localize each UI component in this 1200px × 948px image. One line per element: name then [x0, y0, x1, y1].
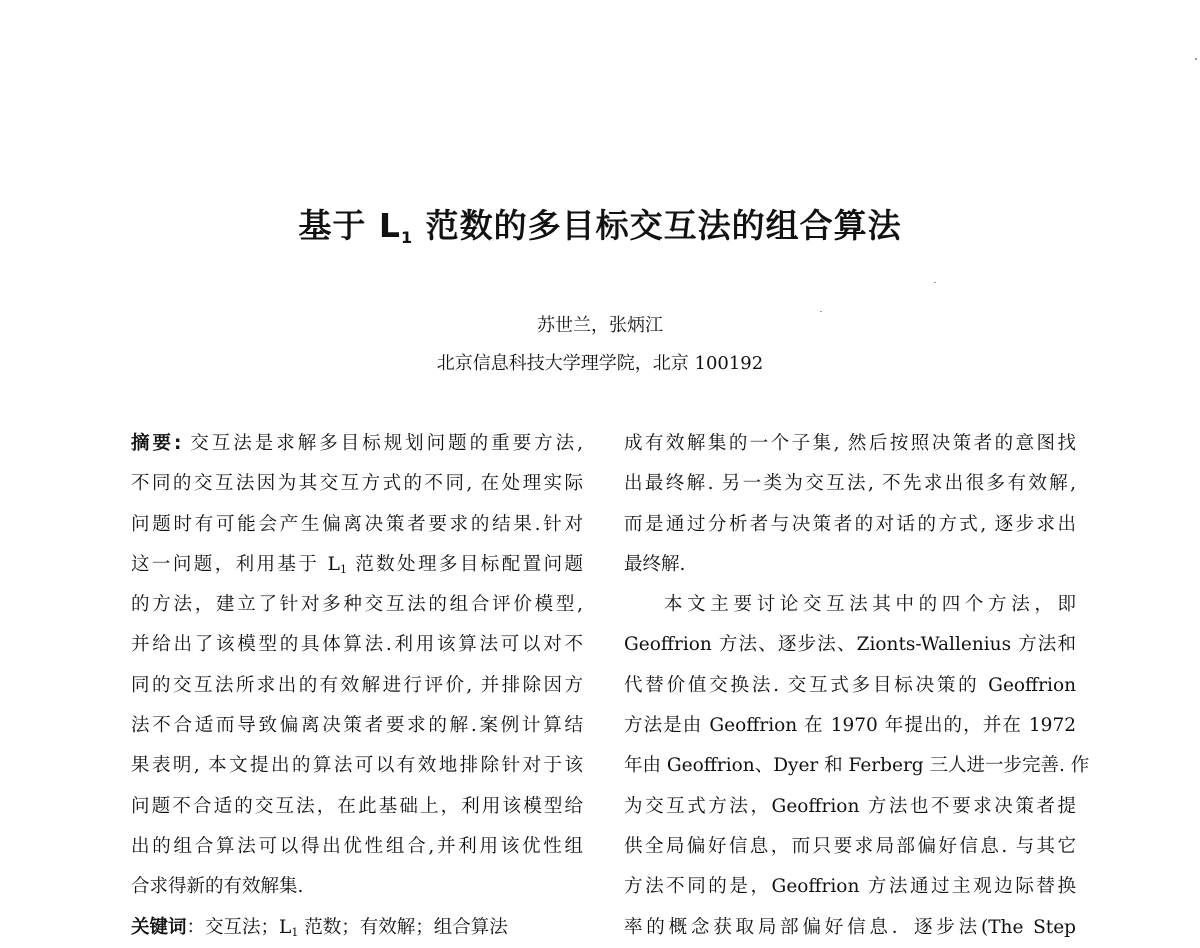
body-line: 为交互式方法，Geoffrion 方法也不要求决策者提: [624, 795, 1076, 817]
keywords-label: 关键词: [131, 916, 187, 938]
abstract-line: 法不合适而导致偏离决策者要求的解.案例计算结: [131, 715, 583, 737]
body-line: 率的概念获取局部偏好信息．逐步法(The Step: [624, 916, 1076, 938]
abstract-line: 的方法，建立了针对多种交互法的组合评价模型,: [131, 594, 583, 616]
abstract-column: [131, 424, 583, 948]
body-line: 方法不同的是，Geoffrion 方法通过主观边际替换: [624, 876, 1076, 898]
scan-speck: [820, 311, 822, 312]
abstract-line: 合求得新的有效解集.: [131, 876, 304, 898]
body-line: 方法是由 Geoffrion 在 1970 年提出的，并在 1972: [624, 715, 1076, 737]
abstract-line: 问题不合适的交互法，在此基础上，利用该模型给: [131, 795, 583, 817]
abstract-line: 并给出了该模型的具体算法.利用该算法可以对不: [131, 634, 583, 656]
authors: 苏世兰，张炳江: [537, 315, 663, 336]
body-column: [624, 424, 1090, 948]
body-line: 而是通过分析者与决策者的对话的方式, 逐步求出: [624, 513, 1076, 535]
body-line: 最终解.: [624, 553, 686, 575]
title-suffix: 范数的多目标交互法的组合算法: [413, 206, 902, 245]
body-line: 年由 Geoffrion、Dyer 和 Ferberg 三人进一步完善. 作: [624, 755, 1090, 777]
keywords-line: 关键词：交互法；$L_1$ 范数；有效解；组合算法: [131, 916, 508, 939]
abstract-line: 出的组合算法可以得出优性组合,并利用该优性组: [131, 835, 583, 857]
body-line: 成有效解集的一个子集, 然后按照决策者的意图找: [624, 433, 1076, 454]
abstract-line: 果表明, 本文提出的算法可以有效地排除针对于该: [131, 755, 583, 777]
paper-title: [0, 203, 1200, 249]
abstract-line: 摘要: 交互法是求解多目标规划问题的重要方法,: [131, 433, 583, 454]
abstract-line: 问题时有可能会产生偏离决策者要求的结果.针对: [131, 513, 583, 535]
body-line: Geoffrion 方法、逐步法、Zionts-Wallenius 方法和: [624, 634, 1076, 656]
scan-speck: [934, 282, 936, 283]
body-line: 本文主要讨论交互法其中的四个方法，即: [664, 594, 1076, 616]
title-subscript: 1: [400, 228, 414, 247]
abstract-label: 摘要:: [131, 433, 182, 454]
body-line: 供全局偏好信息，而只要求局部偏好信息. 与其它: [624, 835, 1076, 857]
abstract-line: 同的交互法所求出的有效解进行评价, 并排除因方: [131, 674, 583, 696]
body-line: 出最终解. 另一类为交互法, 不先求出很多有效解,: [624, 473, 1076, 495]
abstract-line: 这一问题，利用基于 $L_1$ 范数处理多目标配置问题: [131, 553, 584, 576]
abstract-line: 不同的交互法因为其交互方式的不同, 在处理实际: [131, 473, 583, 495]
title-prefix: 基于 L: [298, 206, 401, 245]
affiliation: 北京信息科技大学理学院，北京 100192: [436, 353, 764, 374]
body-line: 代替价值交换法. 交互式多目标决策的 Geoffrion: [624, 674, 1076, 696]
scan-speck: [1195, 58, 1197, 60]
